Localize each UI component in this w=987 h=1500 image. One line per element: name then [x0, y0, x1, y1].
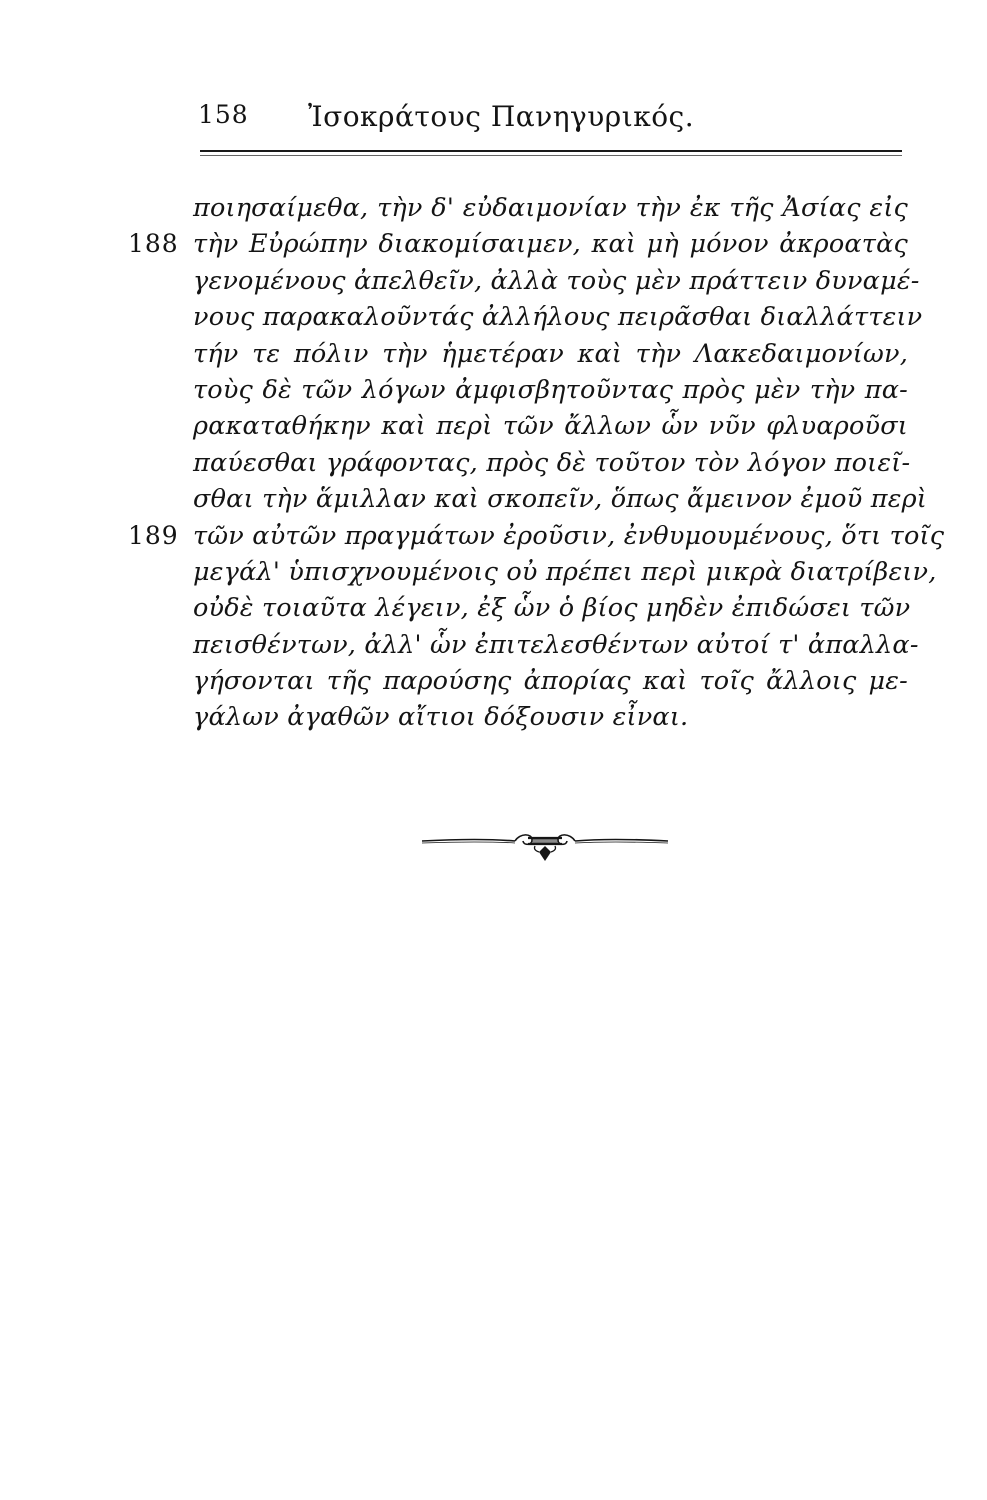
line-text: ποιησαίμεθα, τὴν δ' εὐδαιμονίαν τὴν ἐκ τῆς Ἀσίας εἰς: [193, 193, 908, 223]
line-text: τῶν αὐτῶν πραγμάτων ἐροῦσιν, ἐνθυμουμένους, ὅτι τοῖς: [193, 520, 945, 551]
line-text: σθαι τὴν ἅμιλλαν καὶ σκοπεῖν, ὅπως ἄμεινον ἐμοῦ περὶ: [193, 484, 927, 515]
section-number: 189: [128, 520, 179, 550]
text-line: [193, 263, 920, 299]
line-text: νους παρακαλοῦντάς ἀλλήλους πειρᾶσθαι διαλλάττειν: [193, 302, 923, 333]
text-line: [193, 445, 911, 481]
text-line: [193, 627, 919, 663]
text-line: [193, 336, 908, 372]
text-line: [193, 590, 911, 626]
page-header: [198, 100, 902, 140]
line-text: γάλων ἀγαθῶν αἴτιοι δόξουσιν εἶναι.: [193, 702, 689, 733]
line-text: οὐδὲ τοιαῦτα λέγειν, ἐξ ὧν ὁ βίος μηδὲν ἐπιδώσει τῶν: [193, 593, 911, 624]
text-line: [193, 699, 908, 735]
header-rule-thin: [200, 155, 902, 156]
line-text: τὴν Εὐρώπην διακομίσαιμεν, καὶ μὴ μόνον ἀκροατὰς: [193, 229, 908, 260]
line-text: πεισθέντων, ἀλλ' ὧν ἐπιτελεσθέντων αὐτοί τ' ἀπαλλα-: [193, 629, 919, 660]
text-line: [128, 518, 945, 554]
line-text: γήσονται τῆς παρούσης ἀπορίας καὶ τοῖς ἄλλοις με-: [193, 666, 908, 697]
page-number: 158: [198, 100, 249, 129]
text-line: [193, 481, 927, 517]
running-title: Ἰσοκράτους Πανηγυρικός.: [308, 100, 695, 133]
text-line: [193, 299, 923, 335]
header-rule: [200, 150, 902, 152]
text-line: [193, 408, 908, 444]
text-line: [193, 663, 908, 699]
text-line: [128, 226, 908, 262]
line-text: μεγάλ' ὑπισχνουμένοις οὐ πρέπει περὶ μικρὰ διατρίβειν,: [193, 556, 937, 587]
line-text: παύεσθαι γράφοντας, πρὸς δὲ τοῦτον τὸν λόγον ποιεῖ-: [193, 447, 911, 478]
text-line: [193, 554, 937, 590]
line-text: γενομένους ἀπελθεῖν, ἀλλὰ τοὺς μὲν πράττειν δυναμέ-: [193, 265, 920, 296]
line-text: τοὺς δὲ τῶν λόγων ἀμφισβητοῦντας πρὸς μὲν τὴν πα-: [193, 374, 908, 405]
body-text: [128, 190, 945, 736]
scroll-ornament-icon: [420, 828, 670, 868]
section-number: 188: [128, 229, 179, 259]
text-line: [193, 190, 908, 226]
line-text: τήν τε πόλιν τὴν ἡμετέραν καὶ τὴν Λακεδαιμονίων,: [193, 338, 908, 369]
text-line: [193, 372, 908, 408]
line-text: ρακαταθήκην καὶ περὶ τῶν ἄλλων ὧν νῦν φλυαροῦσι: [193, 411, 908, 442]
